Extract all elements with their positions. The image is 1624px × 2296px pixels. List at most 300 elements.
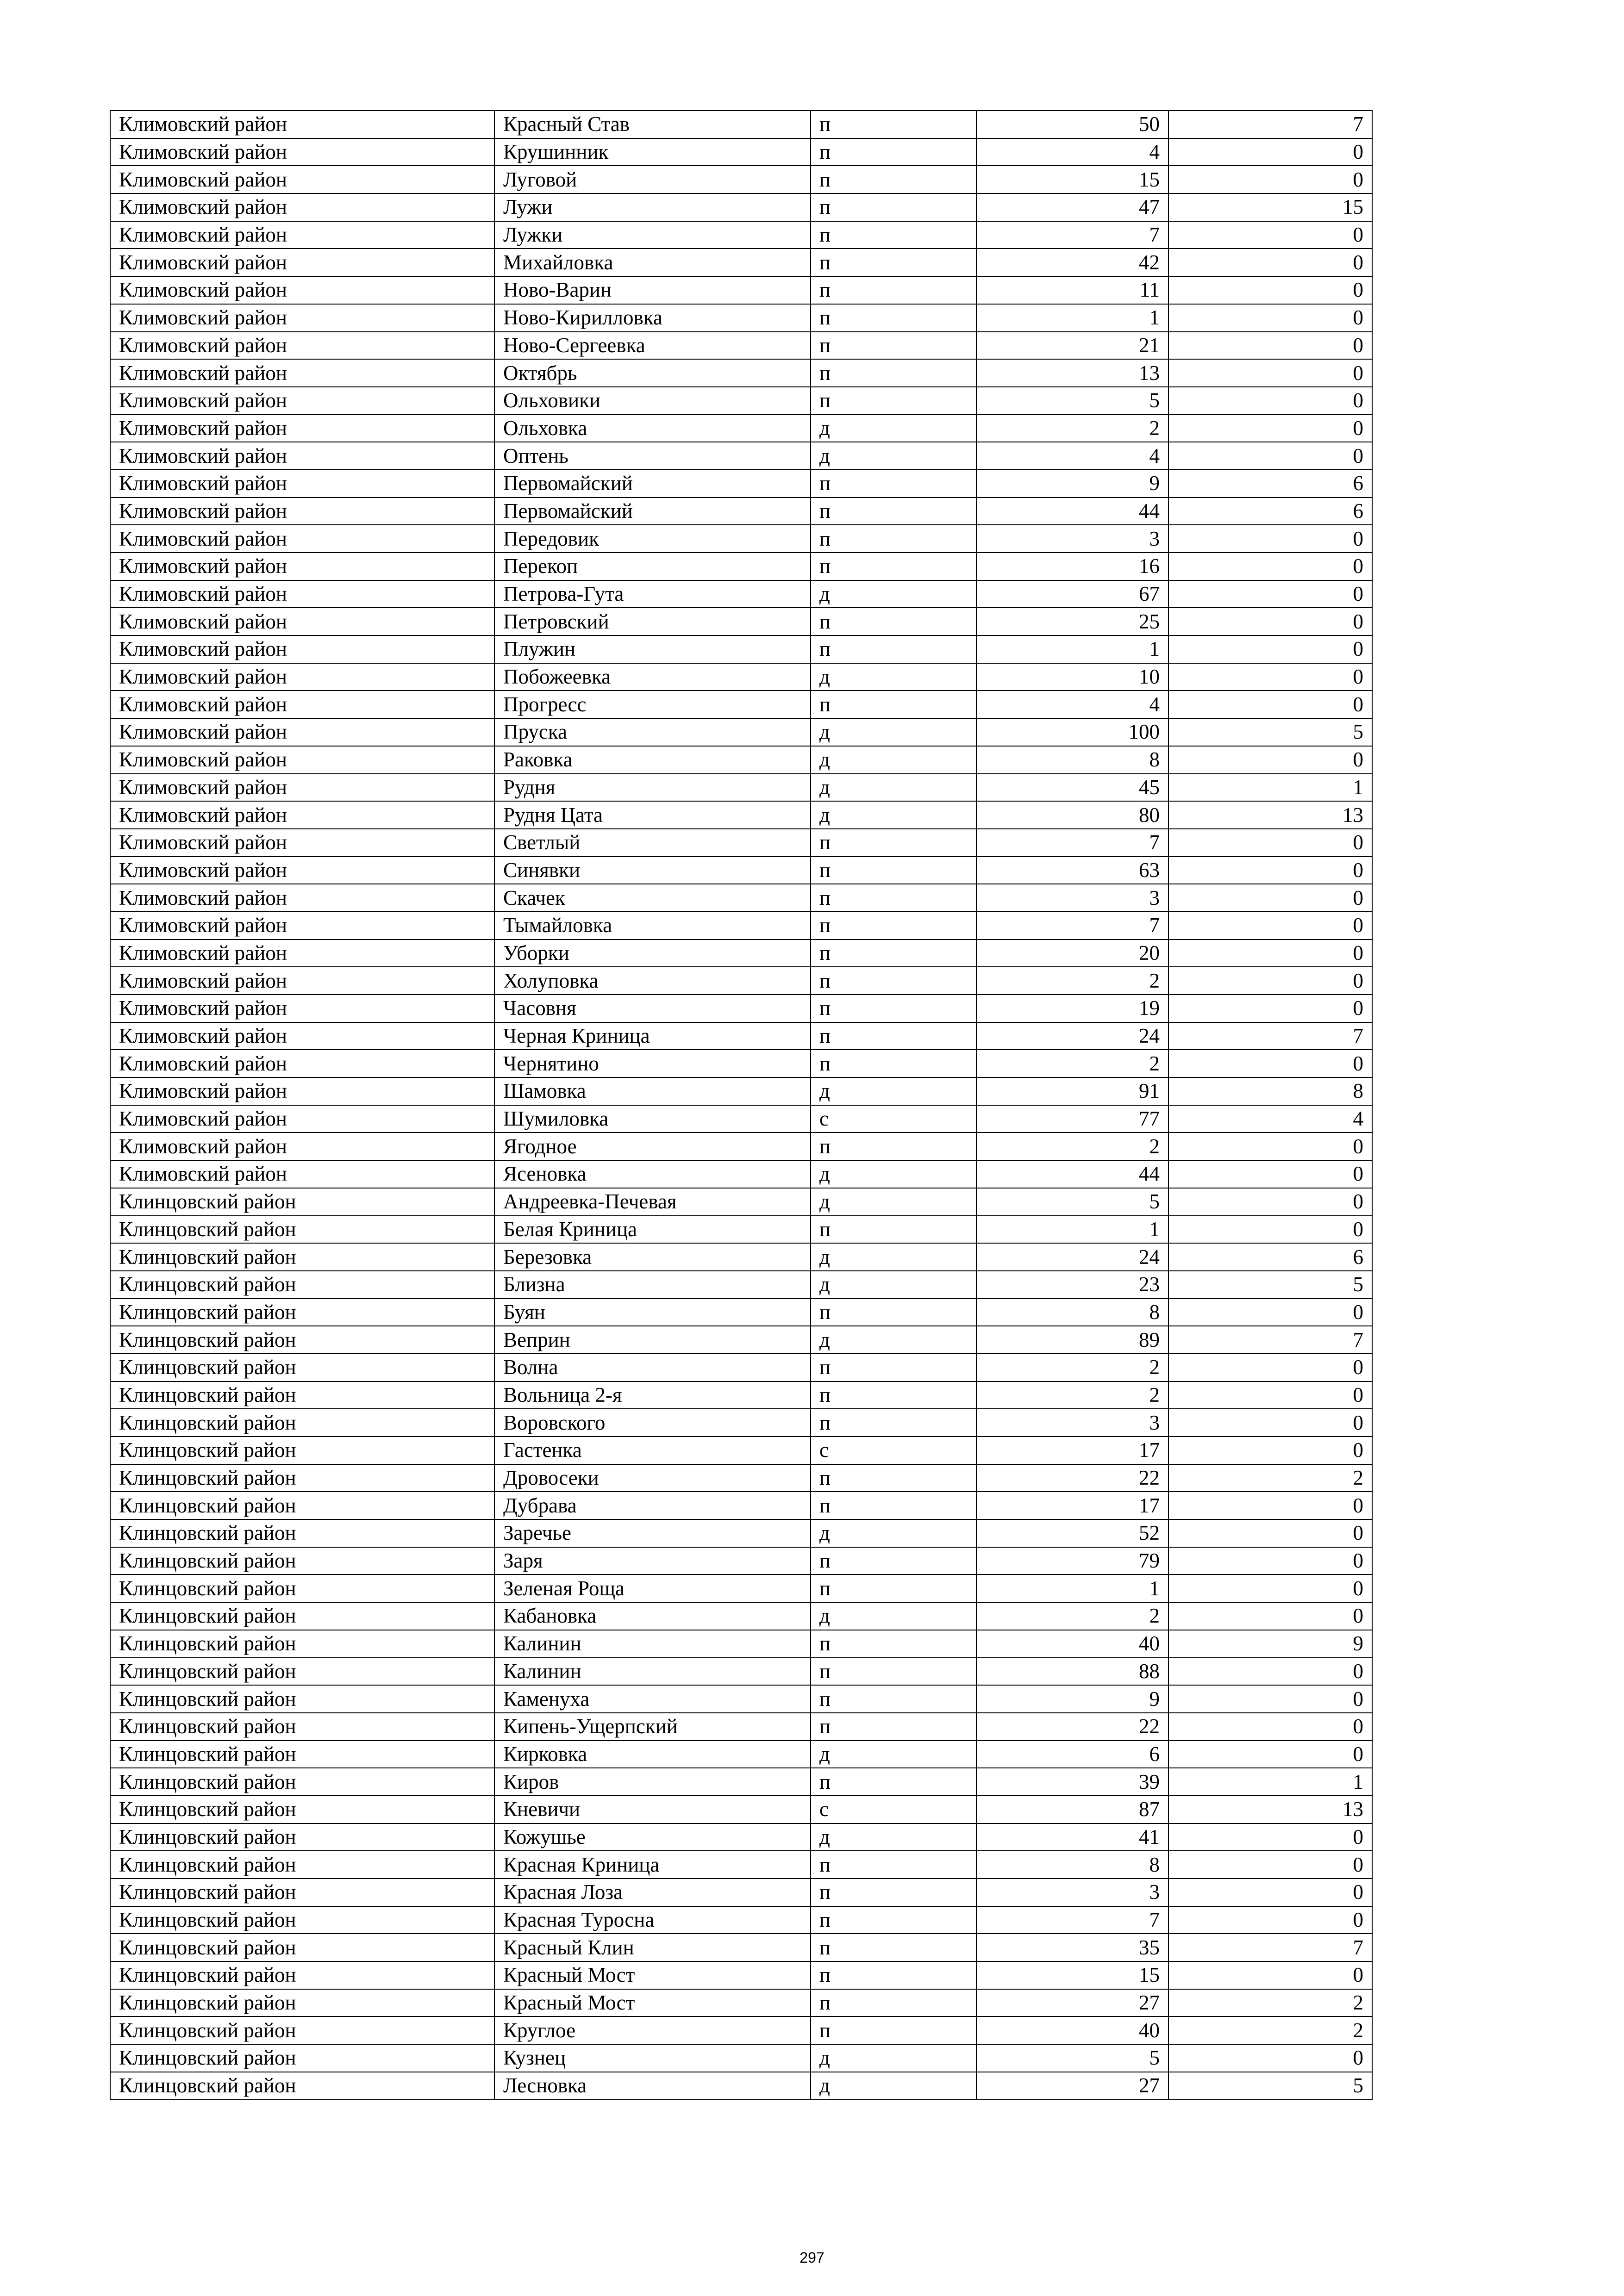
count-total-cell: 52	[976, 1519, 1168, 1547]
district-cell: Клинцовский район	[110, 1574, 494, 1602]
district-cell: Климовский район	[110, 995, 494, 1022]
table-row	[110, 1022, 1372, 1050]
district-cell: Клинцовский район	[110, 1519, 494, 1547]
district-cell: Климовский район	[110, 1132, 494, 1160]
settlement-name-cell: Уборки	[494, 940, 811, 967]
settlement-name-cell: Михайловка	[494, 249, 811, 276]
settlement-type-cell: п	[811, 1022, 976, 1050]
settlement-name-cell: Дубрава	[494, 1492, 811, 1519]
count-total-cell: 2	[976, 1602, 1168, 1630]
settlement-name-cell: Заря	[494, 1547, 811, 1575]
count-second-cell: 0	[1168, 1299, 1372, 1326]
count-second-cell: 0	[1168, 1961, 1372, 1989]
table-row	[110, 249, 1372, 276]
table-row	[110, 663, 1372, 691]
count-second-cell: 5	[1168, 2072, 1372, 2100]
settlement-type-cell: д	[811, 1519, 976, 1547]
district-cell: Климовский район	[110, 940, 494, 967]
district-cell: Клинцовский район	[110, 1713, 494, 1741]
count-second-cell: 0	[1168, 1823, 1372, 1851]
count-second-cell: 0	[1168, 1354, 1372, 1381]
settlement-type-cell: п	[811, 1132, 976, 1160]
count-total-cell: 9	[976, 470, 1168, 498]
settlement-type-cell: п	[811, 1216, 976, 1244]
settlement-type-cell: п	[811, 470, 976, 498]
district-cell: Климовский район	[110, 1105, 494, 1133]
table-row	[110, 1906, 1372, 1934]
table-row	[110, 691, 1372, 718]
settlement-type-cell: д	[811, 801, 976, 829]
table-row	[110, 1713, 1372, 1741]
settlement-name-cell: Ольховка	[494, 415, 811, 442]
district-cell: Климовский район	[110, 663, 494, 691]
district-cell: Климовский район	[110, 138, 494, 166]
district-cell: Клинцовский район	[110, 1796, 494, 1823]
count-second-cell: 7	[1168, 111, 1372, 138]
table-row	[110, 1077, 1372, 1105]
settlement-name-cell: Перекоп	[494, 553, 811, 580]
count-total-cell: 1	[976, 635, 1168, 663]
district-cell: Клинцовский район	[110, 1326, 494, 1354]
settlement-name-cell: Круглое	[494, 2016, 811, 2044]
count-second-cell: 0	[1168, 1851, 1372, 1879]
settlement-name-cell: Андреевка-Печевая	[494, 1188, 811, 1216]
count-second-cell: 0	[1168, 1216, 1372, 1244]
settlement-name-cell: Раковка	[494, 746, 811, 774]
table-row	[110, 1519, 1372, 1547]
settlement-type-cell: п	[811, 857, 976, 884]
settlement-name-cell: Шамовка	[494, 1077, 811, 1105]
count-total-cell: 1	[976, 1574, 1168, 1602]
count-total-cell: 63	[976, 857, 1168, 884]
settlement-name-cell: Побожеевка	[494, 663, 811, 691]
district-cell: Клинцовский район	[110, 2016, 494, 2044]
settlement-name-cell: Красная Туросна	[494, 1906, 811, 1934]
table-row	[110, 276, 1372, 304]
count-total-cell: 27	[976, 2072, 1168, 2100]
settlement-name-cell: Красный Став	[494, 111, 811, 138]
table-row	[110, 718, 1372, 746]
count-second-cell: 0	[1168, 691, 1372, 718]
settlement-type-cell: п	[811, 884, 976, 912]
settlement-type-cell: п	[811, 111, 976, 138]
table-row	[110, 1271, 1372, 1299]
district-cell: Клинцовский район	[110, 1851, 494, 1879]
settlement-name-cell: Петрова-Гута	[494, 580, 811, 608]
settlement-name-cell: Ягодное	[494, 1132, 811, 1160]
count-total-cell: 20	[976, 940, 1168, 967]
district-cell: Климовский район	[110, 525, 494, 553]
count-total-cell: 22	[976, 1713, 1168, 1741]
count-second-cell: 0	[1168, 221, 1372, 249]
count-second-cell: 0	[1168, 1188, 1372, 1216]
table-row	[110, 1050, 1372, 1077]
count-total-cell: 10	[976, 663, 1168, 691]
settlement-name-cell: Вольница 2-я	[494, 1381, 811, 1409]
count-total-cell: 79	[976, 1547, 1168, 1575]
count-second-cell: 0	[1168, 525, 1372, 553]
count-total-cell: 17	[976, 1492, 1168, 1519]
count-total-cell: 1	[976, 304, 1168, 332]
table-row	[110, 1437, 1372, 1464]
count-total-cell: 5	[976, 387, 1168, 415]
table-row	[110, 1492, 1372, 1519]
settlement-name-cell: Гастенка	[494, 1437, 811, 1464]
count-total-cell: 40	[976, 1630, 1168, 1658]
count-second-cell: 0	[1168, 1685, 1372, 1713]
settlement-type-cell: п	[811, 967, 976, 995]
settlement-name-cell: Холуповка	[494, 967, 811, 995]
district-cell: Климовский район	[110, 884, 494, 912]
count-second-cell: 4	[1168, 1105, 1372, 1133]
settlement-name-cell: Красная Криница	[494, 1851, 811, 1879]
count-second-cell: 0	[1168, 387, 1372, 415]
district-cell: Клинцовский район	[110, 1216, 494, 1244]
table-row	[110, 2044, 1372, 2072]
count-total-cell: 4	[976, 138, 1168, 166]
table-row	[110, 995, 1372, 1022]
settlement-type-cell: п	[811, 1851, 976, 1879]
count-second-cell: 15	[1168, 193, 1372, 221]
settlement-type-cell: п	[811, 995, 976, 1022]
table-row	[110, 1188, 1372, 1216]
settlement-type-cell: с	[811, 1437, 976, 1464]
table-row	[110, 1547, 1372, 1575]
settlement-name-cell: Пруска	[494, 718, 811, 746]
settlement-name-cell: Березовка	[494, 1243, 811, 1271]
district-cell: Клинцовский район	[110, 1464, 494, 1492]
count-second-cell: 0	[1168, 332, 1372, 360]
settlement-type-cell: п	[811, 1299, 976, 1326]
settlement-name-cell: Передовик	[494, 525, 811, 553]
table-row	[110, 138, 1372, 166]
district-cell: Климовский район	[110, 470, 494, 498]
district-cell: Климовский район	[110, 580, 494, 608]
table-row	[110, 940, 1372, 967]
settlement-name-cell: Буян	[494, 1299, 811, 1326]
count-second-cell: 0	[1168, 663, 1372, 691]
district-cell: Клинцовский район	[110, 1299, 494, 1326]
count-total-cell: 16	[976, 553, 1168, 580]
settlement-name-cell: Часовня	[494, 995, 811, 1022]
count-second-cell: 0	[1168, 1519, 1372, 1547]
settlement-name-cell: Тымайловка	[494, 912, 811, 940]
table-row	[110, 1409, 1372, 1437]
count-total-cell: 1	[976, 1216, 1168, 1244]
count-total-cell: 88	[976, 1658, 1168, 1686]
count-second-cell: 0	[1168, 608, 1372, 635]
settlement-name-cell: Ново-Сергеевка	[494, 332, 811, 360]
table-row	[110, 967, 1372, 995]
settlement-name-cell: Лужи	[494, 193, 811, 221]
count-second-cell: 0	[1168, 304, 1372, 332]
count-total-cell: 4	[976, 442, 1168, 470]
count-second-cell: 0	[1168, 940, 1372, 967]
district-cell: Клинцовский район	[110, 1823, 494, 1851]
table-row	[110, 332, 1372, 360]
district-cell: Климовский район	[110, 746, 494, 774]
count-total-cell: 47	[976, 193, 1168, 221]
count-total-cell: 6	[976, 1741, 1168, 1768]
settlement-type-cell: п	[811, 1961, 976, 1989]
settlement-name-cell: Первомайский	[494, 470, 811, 498]
table-row	[110, 525, 1372, 553]
district-cell: Климовский район	[110, 304, 494, 332]
settlement-name-cell: Чернятино	[494, 1050, 811, 1077]
count-second-cell: 0	[1168, 829, 1372, 857]
settlement-type-cell: п	[811, 1879, 976, 1906]
settlement-name-cell: Белая Криница	[494, 1216, 811, 1244]
table-row	[110, 1961, 1372, 1989]
count-total-cell: 3	[976, 525, 1168, 553]
count-second-cell: 0	[1168, 1602, 1372, 1630]
settlement-type-cell: с	[811, 1796, 976, 1823]
district-cell: Клинцовский район	[110, 1961, 494, 1989]
table-row	[110, 912, 1372, 940]
table-row	[110, 470, 1372, 498]
settlement-type-cell: д	[811, 1823, 976, 1851]
table-row	[110, 1685, 1372, 1713]
count-total-cell: 7	[976, 221, 1168, 249]
settlement-name-cell: Крушинник	[494, 138, 811, 166]
count-total-cell: 41	[976, 1823, 1168, 1851]
district-cell: Климовский район	[110, 912, 494, 940]
count-total-cell: 80	[976, 801, 1168, 829]
page-number: 297	[800, 2249, 824, 2266]
count-second-cell: 5	[1168, 1271, 1372, 1299]
settlement-name-cell: Луговой	[494, 166, 811, 193]
district-cell: Климовский район	[110, 359, 494, 387]
settlement-type-cell: д	[811, 663, 976, 691]
settlement-name-cell: Скачек	[494, 884, 811, 912]
table-row	[110, 1132, 1372, 1160]
table-row	[110, 1105, 1372, 1133]
district-cell: Клинцовский район	[110, 1243, 494, 1271]
settlement-name-cell: Черная Криница	[494, 1022, 811, 1050]
count-second-cell: 9	[1168, 1630, 1372, 1658]
count-second-cell: 5	[1168, 718, 1372, 746]
settlement-type-cell: п	[811, 691, 976, 718]
district-cell: Клинцовский район	[110, 1658, 494, 1686]
table-row	[110, 304, 1372, 332]
district-cell: Климовский район	[110, 166, 494, 193]
settlement-type-cell: п	[811, 249, 976, 276]
count-total-cell: 15	[976, 166, 1168, 193]
count-second-cell: 0	[1168, 884, 1372, 912]
count-total-cell: 35	[976, 1934, 1168, 1961]
count-second-cell: 0	[1168, 359, 1372, 387]
settlement-name-cell: Лужки	[494, 221, 811, 249]
district-cell: Клинцовский район	[110, 1547, 494, 1575]
count-second-cell: 0	[1168, 1574, 1372, 1602]
settlement-name-cell: Кожушье	[494, 1823, 811, 1851]
table-row	[110, 801, 1372, 829]
district-cell: Климовский район	[110, 249, 494, 276]
table-row	[110, 1299, 1372, 1326]
table-row	[110, 1741, 1372, 1768]
count-total-cell: 39	[976, 1768, 1168, 1796]
settlement-type-cell: с	[811, 1105, 976, 1133]
district-cell: Климовский район	[110, 553, 494, 580]
settlement-type-cell: п	[811, 912, 976, 940]
table-row	[110, 635, 1372, 663]
settlement-type-cell: п	[811, 608, 976, 635]
count-second-cell: 0	[1168, 1160, 1372, 1188]
settlement-name-cell: Ново-Кирилловка	[494, 304, 811, 332]
settlement-type-cell: п	[811, 138, 976, 166]
settlement-type-cell: д	[811, 1243, 976, 1271]
count-second-cell: 7	[1168, 1022, 1372, 1050]
table-row	[110, 1934, 1372, 1961]
table-row	[110, 2072, 1372, 2100]
settlement-type-cell: п	[811, 635, 976, 663]
settlement-type-cell: д	[811, 2044, 976, 2072]
settlement-type-cell: п	[811, 1547, 976, 1575]
district-cell: Климовский район	[110, 442, 494, 470]
district-cell: Климовский район	[110, 774, 494, 802]
settlement-type-cell: д	[811, 1326, 976, 1354]
settlement-type-cell: п	[811, 1630, 976, 1658]
count-second-cell: 0	[1168, 1658, 1372, 1686]
table-row	[110, 1381, 1372, 1409]
district-cell: Климовский район	[110, 829, 494, 857]
count-second-cell: 0	[1168, 1050, 1372, 1077]
table-row	[110, 1326, 1372, 1354]
count-total-cell: 22	[976, 1464, 1168, 1492]
table-row	[110, 608, 1372, 635]
settlement-type-cell: д	[811, 580, 976, 608]
count-second-cell: 6	[1168, 470, 1372, 498]
count-total-cell: 23	[976, 1271, 1168, 1299]
settlement-type-cell: п	[811, 193, 976, 221]
table-row	[110, 1243, 1372, 1271]
count-second-cell: 7	[1168, 1934, 1372, 1961]
count-second-cell: 0	[1168, 1713, 1372, 1741]
count-total-cell: 77	[976, 1105, 1168, 1133]
count-second-cell: 0	[1168, 967, 1372, 995]
count-second-cell: 2	[1168, 1989, 1372, 2017]
district-cell: Клинцовский район	[110, 1934, 494, 1961]
count-second-cell: 2	[1168, 1464, 1372, 1492]
settlement-type-cell: д	[811, 774, 976, 802]
count-total-cell: 13	[976, 359, 1168, 387]
count-total-cell: 8	[976, 1299, 1168, 1326]
settlement-type-cell: п	[811, 1409, 976, 1437]
district-cell: Клинцовский район	[110, 1409, 494, 1437]
settlement-name-cell: Красный Мост	[494, 1989, 811, 2017]
count-second-cell: 0	[1168, 746, 1372, 774]
district-cell: Климовский район	[110, 276, 494, 304]
settlement-type-cell: п	[811, 1989, 976, 2017]
count-second-cell: 6	[1168, 1243, 1372, 1271]
count-second-cell: 0	[1168, 1906, 1372, 1934]
count-second-cell: 0	[1168, 1741, 1372, 1768]
settlement-type-cell: п	[811, 1381, 976, 1409]
table-row	[110, 1879, 1372, 1906]
settlement-type-cell: п	[811, 1713, 976, 1741]
count-total-cell: 5	[976, 1188, 1168, 1216]
settlements-table	[110, 110, 1373, 2100]
table-row	[110, 221, 1372, 249]
district-cell: Клинцовский район	[110, 1768, 494, 1796]
count-total-cell: 17	[976, 1437, 1168, 1464]
count-second-cell: 0	[1168, 553, 1372, 580]
district-cell: Климовский район	[110, 967, 494, 995]
count-total-cell: 44	[976, 1160, 1168, 1188]
settlement-name-cell: Рудня Цата	[494, 801, 811, 829]
settlement-type-cell: п	[811, 1464, 976, 1492]
count-total-cell: 3	[976, 884, 1168, 912]
settlement-name-cell: Каменуха	[494, 1685, 811, 1713]
settlement-name-cell: Ново-Варин	[494, 276, 811, 304]
settlement-name-cell: Калинин	[494, 1658, 811, 1686]
district-cell: Климовский район	[110, 691, 494, 718]
count-second-cell: 13	[1168, 801, 1372, 829]
table-row	[110, 1823, 1372, 1851]
table-row	[110, 1851, 1372, 1879]
count-total-cell: 8	[976, 746, 1168, 774]
settlement-type-cell: п	[811, 304, 976, 332]
district-cell: Климовский район	[110, 718, 494, 746]
count-second-cell: 7	[1168, 1326, 1372, 1354]
settlement-type-cell: п	[811, 498, 976, 525]
count-total-cell: 2	[976, 1381, 1168, 1409]
settlement-type-cell: п	[811, 359, 976, 387]
settlement-type-cell: п	[811, 1574, 976, 1602]
district-cell: Клинцовский район	[110, 1492, 494, 1519]
count-second-cell: 8	[1168, 1077, 1372, 1105]
count-total-cell: 89	[976, 1326, 1168, 1354]
table-row	[110, 1160, 1372, 1188]
count-total-cell: 2	[976, 1354, 1168, 1381]
settlement-type-cell: д	[811, 2072, 976, 2100]
district-cell: Клинцовский район	[110, 1602, 494, 1630]
table-row	[110, 553, 1372, 580]
settlement-name-cell: Кабановка	[494, 1602, 811, 1630]
settlement-name-cell: Кипень-Ущерпский	[494, 1713, 811, 1741]
count-second-cell: 0	[1168, 857, 1372, 884]
table-row	[110, 829, 1372, 857]
count-second-cell: 0	[1168, 635, 1372, 663]
district-cell: Клинцовский район	[110, 1685, 494, 1713]
count-total-cell: 3	[976, 1879, 1168, 1906]
settlement-name-cell: Петровский	[494, 608, 811, 635]
count-total-cell: 100	[976, 718, 1168, 746]
table-row	[110, 746, 1372, 774]
settlement-type-cell: п	[811, 829, 976, 857]
count-total-cell: 2	[976, 1050, 1168, 1077]
settlement-name-cell: Светлый	[494, 829, 811, 857]
count-total-cell: 42	[976, 249, 1168, 276]
settlement-name-cell: Веприн	[494, 1326, 811, 1354]
district-cell: Климовский район	[110, 1160, 494, 1188]
settlement-type-cell: п	[811, 1906, 976, 1934]
count-total-cell: 5	[976, 2044, 1168, 2072]
count-total-cell: 9	[976, 1685, 1168, 1713]
count-total-cell: 45	[976, 774, 1168, 802]
count-total-cell: 8	[976, 1851, 1168, 1879]
settlement-name-cell: Зеленая Роща	[494, 1574, 811, 1602]
table-row	[110, 193, 1372, 221]
count-total-cell: 7	[976, 1906, 1168, 1934]
district-cell: Климовский район	[110, 498, 494, 525]
count-second-cell: 0	[1168, 912, 1372, 940]
count-second-cell: 0	[1168, 415, 1372, 442]
count-second-cell: 0	[1168, 138, 1372, 166]
district-cell: Клинцовский район	[110, 1437, 494, 1464]
district-cell: Климовский район	[110, 801, 494, 829]
settlement-type-cell: п	[811, 1492, 976, 1519]
